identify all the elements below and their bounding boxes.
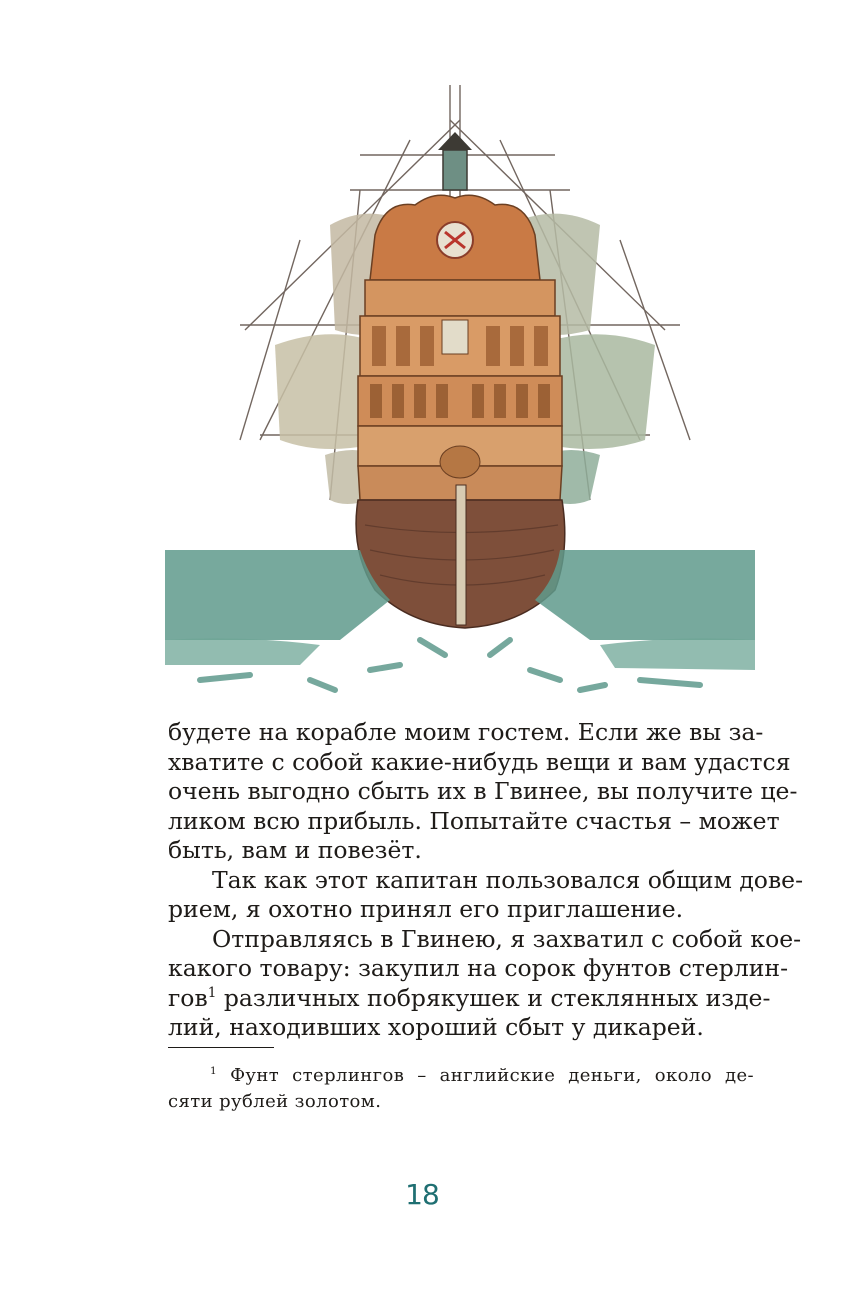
text-line: будете на корабле моим гостем. Если же вы за- xyxy=(168,718,764,746)
text-line: очень выгодно сбыть их в Гвинее, вы получите це- xyxy=(168,777,798,805)
page-number: 18 xyxy=(405,1178,439,1211)
paragraph-3 xyxy=(168,924,802,1043)
footnote-number: 1 xyxy=(210,1065,218,1077)
text-line: лий, находивших хороший сбыт у дикарей. xyxy=(168,1013,704,1041)
footnote-marker: 1 xyxy=(207,984,217,1001)
text-line: Так как этот капитан пользовался общим дове- xyxy=(212,865,804,894)
text-line-with-footnote xyxy=(168,983,771,1014)
text-line: какого товару: закупил на сорок фунтов стерлин- xyxy=(168,954,789,982)
text-line: ликом всю прибыль. Попытайте счастья – может xyxy=(168,806,780,835)
stern-lantern xyxy=(438,132,472,190)
text-line: рием, я охотно принял его приглашение. xyxy=(168,895,684,923)
footnote-divider xyxy=(168,1047,274,1048)
footnote-line: сяти рублей золотом. xyxy=(168,1091,382,1112)
text-line: хватите с собой какие-нибудь вещи и вам удастся xyxy=(168,747,791,776)
text-fragment: гов xyxy=(168,983,208,1012)
ship-stern xyxy=(356,195,565,628)
paragraph-2 xyxy=(168,865,804,925)
text-fragment: различных побрякушек и стеклянных изде- xyxy=(223,983,771,1012)
footnote xyxy=(168,1063,754,1115)
body-text xyxy=(168,718,804,1043)
footnote-line xyxy=(168,1063,754,1089)
text-line: быть, вам и повезёт. xyxy=(168,836,422,864)
paragraph-1 xyxy=(168,718,798,866)
ship-illustration xyxy=(160,80,760,700)
footnote-text: Фунт стерлингов – английские деньги, около де- xyxy=(230,1065,754,1086)
text-line: Отправляясь в Гвинею, я захватил с собой кое- xyxy=(212,924,802,953)
